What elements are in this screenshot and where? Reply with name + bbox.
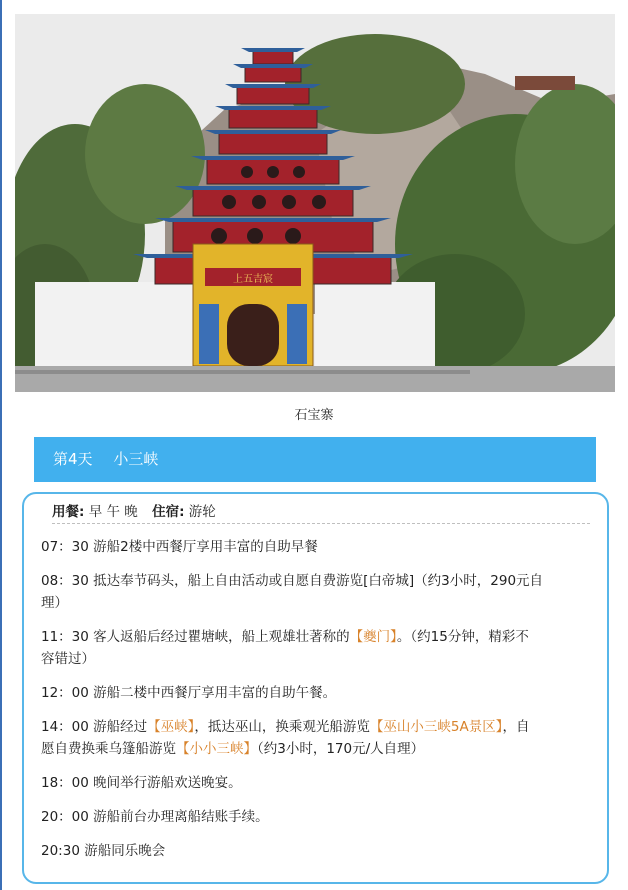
meals-info [52, 502, 590, 524]
itinerary-item: 08：30 抵达奉节码头，船上自由活动或自愿自费游览[白帝城]（约3小时，290元自 理） [41, 573, 544, 611]
left-rule [0, 0, 2, 890]
pagoda-photo [15, 14, 615, 392]
highlight-kuimen: 【夔门】 [349, 629, 397, 645]
stay-value: 游轮 [188, 504, 216, 520]
itinerary-item: 20：00 游船前台办理离船结账手续。 [41, 809, 269, 825]
gate-plaque: 上五吉宸 [233, 274, 273, 285]
itinerary-panel [22, 492, 609, 884]
itinerary-item: 18：00 晚间举行游船欢送晚宴。 [41, 775, 242, 791]
itinerary-list [41, 536, 597, 862]
highlight-xiaoxiaosanxia: 【小小三峡】 [176, 741, 257, 757]
itinerary-item: 11：30 客人返船后经过瞿塘峡，船上观雄壮著称的【夔门】。（约15分钟，精彩不 容错过） [41, 629, 529, 667]
day-header [34, 437, 596, 482]
highlight-wuxia: 【巫峡】 [147, 719, 195, 735]
itinerary-item: 20:30 游船同乐晚会 [41, 843, 166, 859]
itinerary-item: 07：30 游船2楼中西餐厅享用丰富的自助早餐 [41, 539, 318, 555]
itinerary-item: 14：00 游船经过【巫峡】，抵达巫山，换乘观光船游览【巫山小三峡5A景区】，自 愿自费换乘乌篷船游览【小小三峡】（约3小时，170元/人自理） [41, 719, 530, 757]
itinerary-item: 12：00 游船二楼中西餐厅享用丰富的自助午餐。 [41, 685, 337, 701]
pagoda-illustration [15, 14, 615, 392]
meal-value: 早 午 晚 [88, 504, 138, 520]
meal-label: 用餐: [52, 504, 85, 520]
stay-label: 住宿: [152, 504, 185, 520]
day-title: 小三峡 [113, 450, 159, 468]
day-number: 第4天 [53, 450, 93, 468]
highlight-wushan-xiaosanxia: 【巫山小三峡5A景区】 [369, 719, 503, 735]
photo-caption: 石宝寨 [294, 408, 334, 423]
